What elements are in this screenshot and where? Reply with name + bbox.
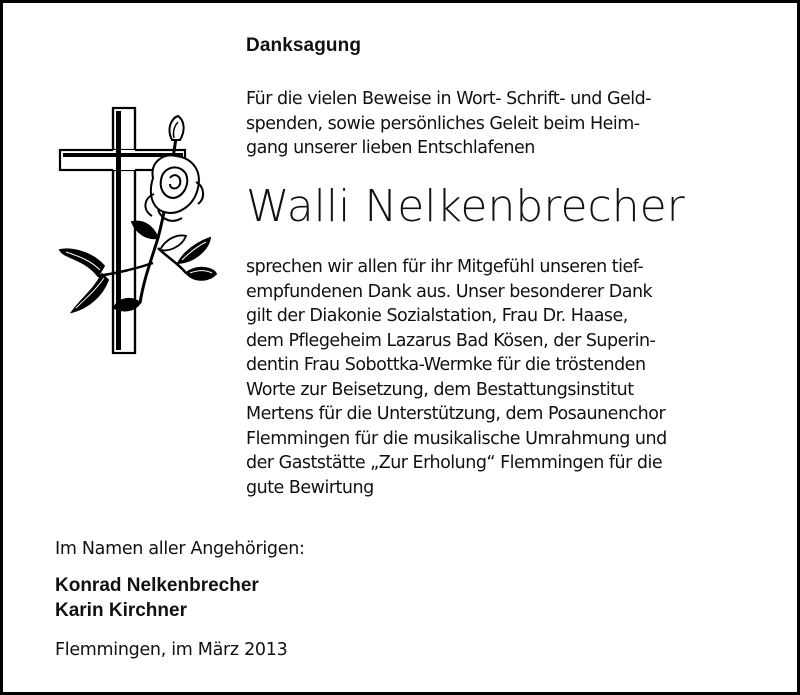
on-behalf-text: Im Namen aller Angehörigen: [55, 539, 305, 559]
signer-name: Karin Kirchner [55, 600, 187, 621]
body-line: dem Pflegeheim Lazarus Bad Kösen, der Superin- [246, 330, 656, 351]
cross-icon [60, 108, 185, 353]
cross-with-rose-icon [58, 98, 218, 358]
body-line: der Gaststätte „Zur Erholung“ Flemmingen für die [246, 453, 663, 473]
body-line: Mertens für die Unterstützung, dem Posaunenchor [246, 404, 666, 424]
signer-name: Konrad Nelkenbrecher [55, 575, 259, 596]
body-line: sprechen wir allen für ihr Mitgefühl unseren tief- [246, 257, 644, 277]
body-line: gilt der Diakonie Sozialstation, Frau Dr. Haase, [246, 306, 628, 326]
body-line: gute Bewirtung [246, 477, 374, 498]
body-line: Worte zur Beisetzung, dem Bestattungsinstitut [246, 379, 634, 400]
place-date: Flemmingen, im März 2013 [55, 640, 288, 660]
body-line: empfundenen Dank aus. Unser besonderer Dank [246, 281, 653, 302]
body-line: dentin Frau Sobottka-Wermke für die tröstenden [246, 355, 646, 375]
deceased-name: Walli Nelkenbrecher [246, 181, 685, 232]
intro-line: gang unserer lieben Entschlafenen [246, 138, 535, 158]
rose-bud-icon [170, 116, 184, 140]
rose-icon [145, 155, 203, 220]
body-text [246, 255, 751, 500]
intro-line: Für die vielen Beweise in Wort- Schrift- und Geld- [246, 89, 652, 109]
intro-text [246, 87, 751, 161]
body-line: Flemmingen für die musikalische Umrahmung und [246, 428, 667, 449]
intro-line: spenden, sowie persönliches Geleit beim Heim- [246, 113, 640, 134]
heading: Danksagung [246, 35, 362, 56]
signers [55, 573, 259, 623]
